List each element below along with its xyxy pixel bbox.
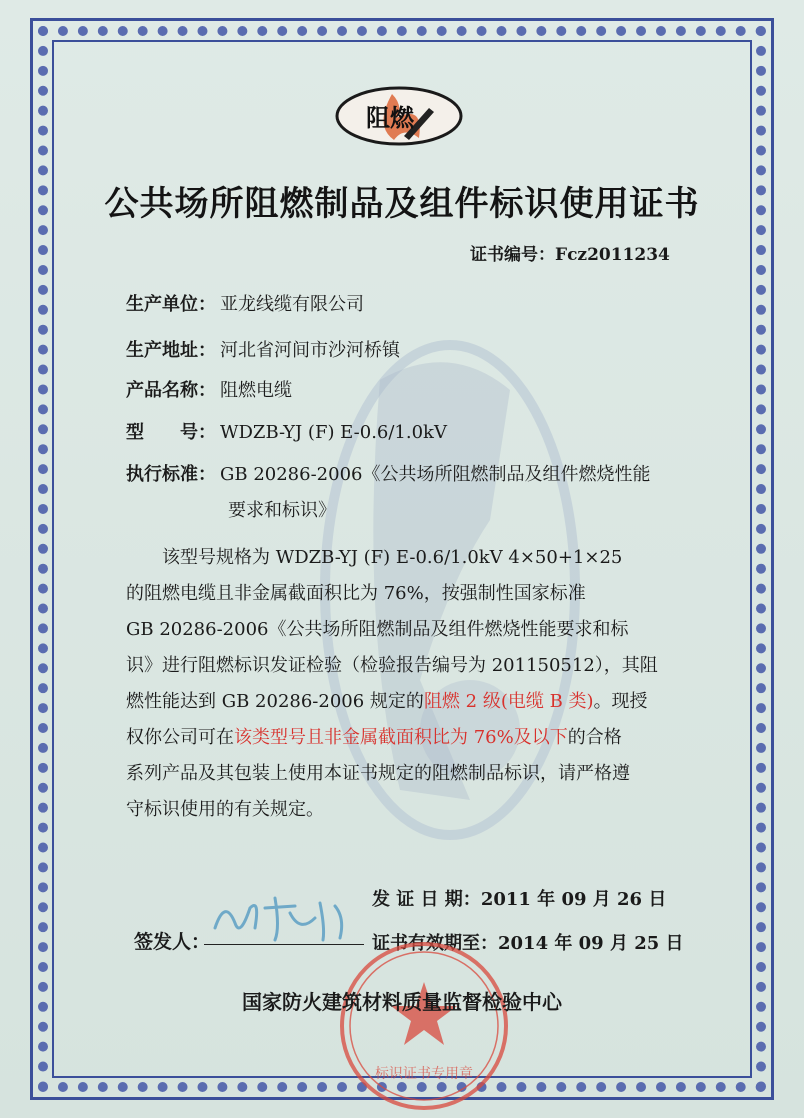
body-text: 燃性能达到 GB 20286-2006 规定的 <box>126 691 424 712</box>
field-value: WDZB-YJ (F) E-0.6/1.0kV <box>220 422 447 443</box>
field-value: GB 20286-2006《公共场所阻燃制品及组件燃烧性能 <box>220 464 651 485</box>
body-red-text: 该类型号且非金属截面积比为 76%及以下 <box>234 727 568 748</box>
body-line: 识》进行阻燃标识发证检验（检验报告编号为 201150512），其阻 <box>126 655 658 676</box>
certificate-title: 公共场所阻燃制品及组件标识使用证书 <box>104 184 700 224</box>
issuing-authority: 国家防火建筑材料质量监督检验中心 <box>242 990 562 1014</box>
body-line: 该型号规格为 WDZB-YJ (F) E-0.6/1.0kV 4×50+1×25 <box>162 547 623 568</box>
certificate-number-label: 证书编号： <box>470 245 555 265</box>
certificate-number-value: Fcz2011234 <box>555 245 670 265</box>
field-value: 亚龙线缆有限公司 <box>220 294 364 315</box>
field-label: 生产单位： <box>126 294 216 315</box>
body-line <box>126 684 706 720</box>
issue-date <box>372 885 666 911</box>
field-value: 阻燃电缆 <box>220 380 292 401</box>
field-product-name <box>126 376 292 402</box>
body-line: 守标识使用的有关规定。 <box>126 799 324 820</box>
body-text: 的合格 <box>567 727 622 748</box>
field-label: 生产地址： <box>126 340 216 361</box>
field-address <box>126 336 400 362</box>
official-seal <box>336 938 512 1114</box>
flame-retardant-logo <box>334 86 464 146</box>
logo-text: 阻燃 <box>366 104 414 132</box>
valid-until-value: 2014 年 09 月 25 日 <box>498 933 684 954</box>
seal-text: 标识证书专用章 <box>375 1066 473 1082</box>
field-label: 型 号： <box>126 422 216 443</box>
field-model <box>126 418 447 444</box>
issue-date-label: 发 证 日 期： <box>372 889 481 910</box>
field-label: 执行标准： <box>126 464 216 485</box>
field-value-cont: 要求和标识》 <box>228 500 336 521</box>
field-standard <box>126 460 650 486</box>
body-red-text: 阻燃 2 级(电缆 B 类) <box>423 691 594 712</box>
certificate-number <box>470 240 670 265</box>
body-text: 权你公司可在 <box>126 727 234 748</box>
body-line <box>126 720 706 756</box>
field-value: 河北省河间市沙河桥镇 <box>220 340 400 361</box>
body-line: 的阻燃电缆且非金属截面积比为 76%，按强制性国家标准 <box>126 583 586 604</box>
certificate-body <box>126 540 706 828</box>
body-line: 系列产品及其包装上使用本证书规定的阻燃制品标识，请严格遵 <box>126 763 630 784</box>
signer-label: 签发人： <box>134 931 211 953</box>
body-line: GB 20286-2006《公共场所阻燃制品及组件燃烧性能要求和标 <box>126 619 629 640</box>
valid-until-label: 证书有效期至： <box>372 933 498 954</box>
body-text: 。现授 <box>593 691 648 712</box>
issue-date-value: 2011 年 09 月 26 日 <box>480 889 667 910</box>
field-manufacturer <box>126 290 364 316</box>
field-label: 产品名称： <box>126 380 216 401</box>
field-standard-cont <box>228 496 336 522</box>
